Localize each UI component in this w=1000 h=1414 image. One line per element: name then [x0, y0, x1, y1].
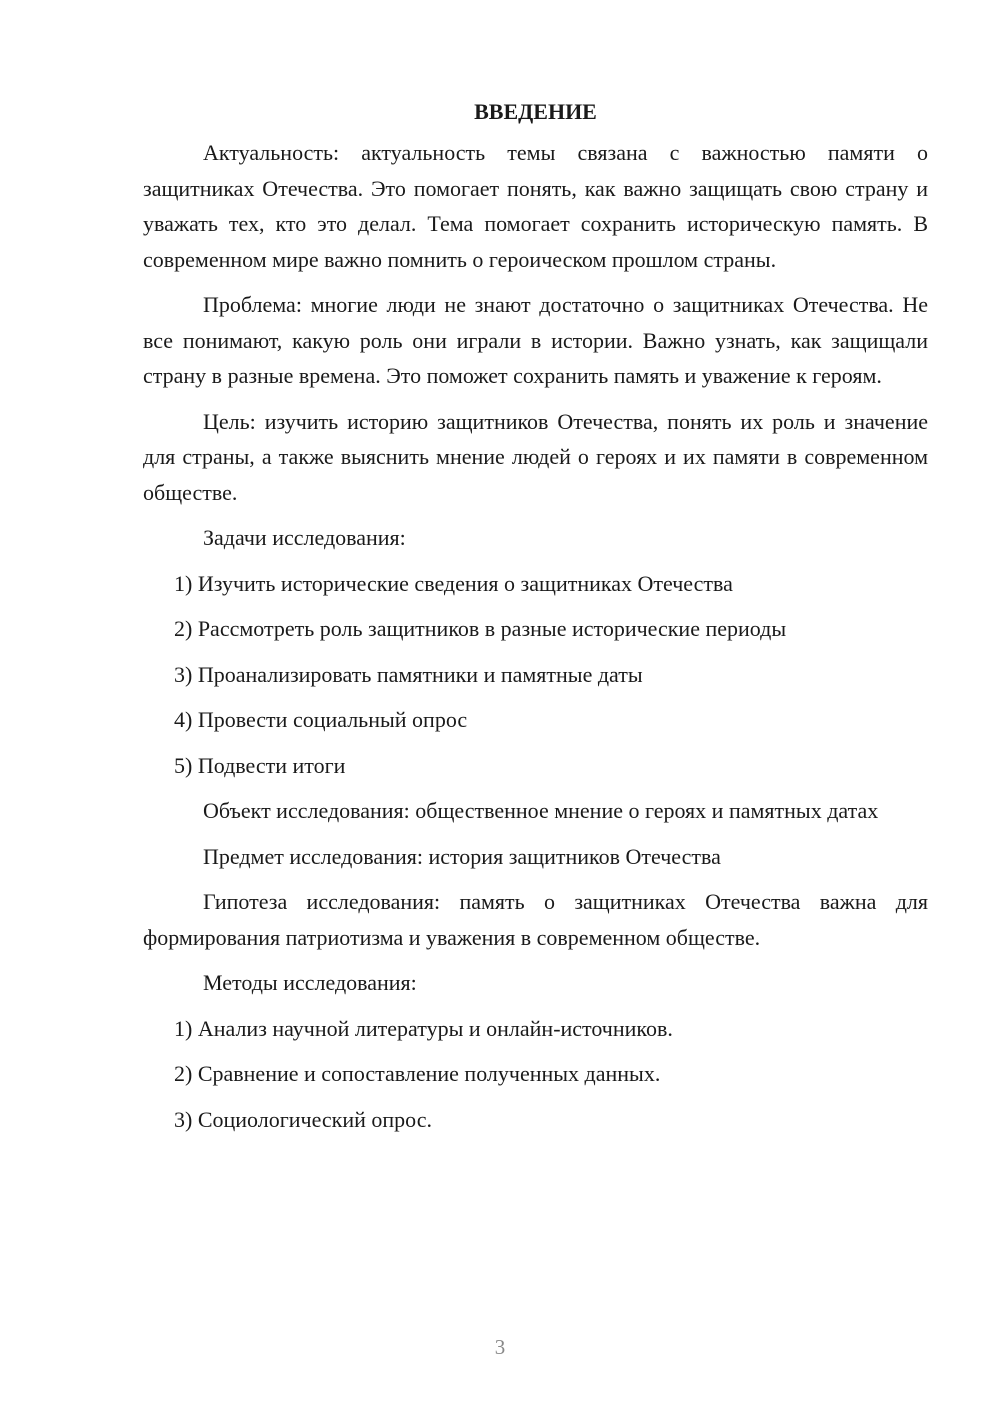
task-item: 2) Рассмотреть роль защитников в разные исторические периоды: [174, 616, 787, 641]
task-item: 4) Провести социальный опрос: [174, 707, 468, 732]
method-item: 1) Анализ научной литературы и онлайн-источников.: [174, 1015, 673, 1041]
subject-paragraph: Предмет исследования: история защитников Отечества: [203, 843, 721, 869]
object-paragraph: Объект исследования: общественное мнение о героях и памятных датах: [203, 798, 879, 823]
methods-list: [143, 1011, 928, 1138]
goal-paragraph: Цель: изучить историю защитников Отечества, понять их роль и значение для страны, а также выяснить мнение людей о героях и их памяти в современном обществе.: [143, 408, 928, 505]
task-item: 1) Изучить исторические сведения о защитниках Отечества: [174, 570, 733, 596]
task-item: 5) Подвести итоги: [174, 752, 346, 778]
tasks-list: [143, 566, 928, 784]
page-content: [143, 94, 928, 1147]
problem-paragraph: Проблема: многие люди не знают достаточно о защитниках Отечества. Не все понимают, какую роль они играли в истории. Важно узнать, как защищали страну в разные времена. Это поможет сохранить память и уважение к героям.: [143, 292, 928, 388]
page-number: 3: [494, 1335, 506, 1359]
section-title: ВВЕДЕНИЕ: [474, 99, 597, 124]
methods-label: Методы исследования:: [203, 970, 417, 995]
method-item: 2) Сравнение и сопоставление полученных данных.: [174, 1061, 661, 1086]
hypothesis-paragraph: Гипотеза исследования: память о защитниках Отечества важна для формирования патриотизма и уважения в современном обществе.: [143, 889, 928, 950]
tasks-label: Задачи исследования:: [203, 525, 406, 550]
relevance-paragraph: Актуальность: актуальность темы связана с важностью памяти о защитниках Отечества. Это помогает понять, как важно защищать свою страну и уважать тех, кто это делал. Тема помогает сохранить историческую память. В современном мире важно помнить о героическом прошлом страны.: [143, 140, 928, 272]
method-item: 3) Социологический опрос.: [174, 1106, 432, 1132]
task-item: 3) Проанализировать памятники и памятные даты: [174, 661, 643, 687]
